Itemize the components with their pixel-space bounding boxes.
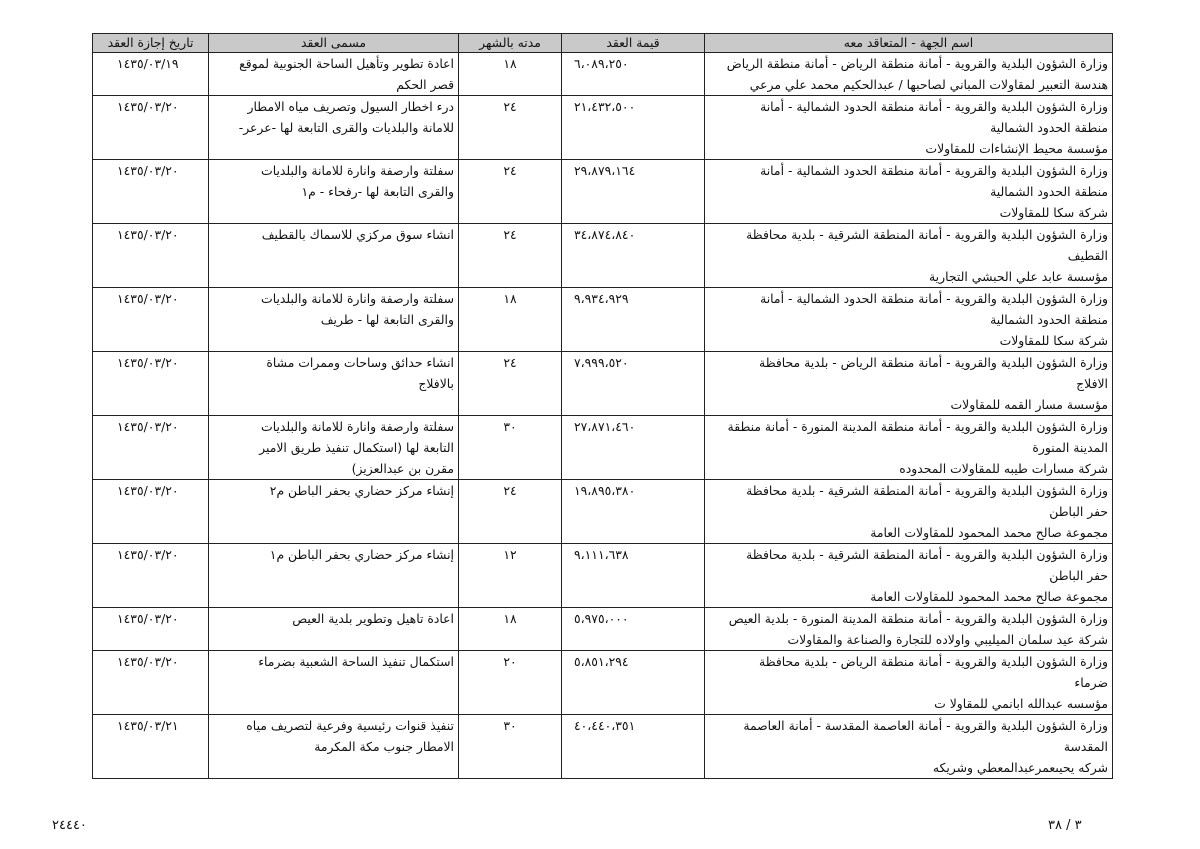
approval-date-cell: ١٤٣٥/٠٣/٢٠ <box>93 544 209 608</box>
entity-cell-line: شركة سكا للمقاولات <box>999 333 1108 348</box>
contract-name-cell-line: اعادة تطوير وتأهيل الساحة الجنوبية لموقع <box>239 56 454 71</box>
contract-name-cell <box>209 96 459 160</box>
table-row <box>93 224 1113 288</box>
approval-date-cell: ١٤٣٥/٠٣/٢٠ <box>93 160 209 224</box>
contract-name-cell-line: والقرى التابعة لها - طريف <box>320 312 454 327</box>
duration-cell: ١٢ <box>459 544 562 608</box>
entity-cell <box>705 544 1113 608</box>
contract-name-cell-line: إنشاء مركز حضاري بحفر الباطن م٢ <box>269 483 454 498</box>
entity-cell-line: منطقة الحدود الشمالية <box>990 120 1108 135</box>
duration-cell: ٣٠ <box>459 416 562 480</box>
entity-cell-line: شركة عيد سلمان الميليبي واولاده للتجارة والصناعة والمقاولات <box>787 632 1108 647</box>
contract-name-cell-line: انشاء حدائق وساحات وممرات مشاة <box>266 355 454 370</box>
contract-name-cell-line: سفلتة وارصفة وانارة للامانة والبلديات <box>261 291 454 306</box>
entity-cell-line: وزارة الشؤون البلدية والقروية - أمانة منطقة الحدود الشمالية - أمانة <box>760 163 1108 178</box>
contract-name-cell-line: قصر الحكم <box>396 77 454 92</box>
entity-cell <box>705 224 1113 288</box>
contract-name-cell-line: مقرن بن عبدالعزيز) <box>351 461 454 476</box>
entity-cell-line: ضرماء <box>1074 675 1108 690</box>
table-row <box>93 53 1113 96</box>
contract-value-cell: ٢٩،٨٧٩،١٦٤ <box>562 160 705 224</box>
entity-cell <box>705 96 1113 160</box>
entity-cell-line: هندسة التعبير لمقاولات المباني لصاحبها / عبدالحكيم محمد علي مرعي <box>749 77 1108 92</box>
contract-name-cell <box>209 224 459 288</box>
entity-cell-line: وزارة الشؤون البلدية والقروية - أمانة منطقة الحدود الشمالية - أمانة <box>760 99 1108 114</box>
contract-value-cell: ٩،١١١،٦٣٨ <box>562 544 705 608</box>
table-row <box>93 715 1113 779</box>
table-row <box>93 544 1113 608</box>
approval-date-cell: ١٤٣٥/٠٣/٢٠ <box>93 352 209 416</box>
entity-cell-line: وزارة الشؤون البلدية والقروية - أمانة المنطقة الشرقية - بلدية محافظة <box>746 547 1108 562</box>
document-number: ٢٤٤٤٠ <box>52 818 87 833</box>
contract-name-cell-line: بالافلاج <box>418 376 454 391</box>
contract-value-cell: ٥،٩٧٥،٠٠٠ <box>562 608 705 651</box>
entity-cell-line: شركة سكا للمقاولات <box>999 205 1108 220</box>
duration-cell: ٣٠ <box>459 715 562 779</box>
contract-value-cell: ٢١،٤٣٢،٥٠٠ <box>562 96 705 160</box>
entity-cell-line: وزارة الشؤون البلدية والقروية - أمانة منطقة الرياض - أمانة منطقة الرياض <box>726 56 1108 71</box>
entity-cell-line: منطقة الحدود الشمالية <box>990 184 1108 199</box>
duration-cell: ٢٤ <box>459 96 562 160</box>
table-row <box>93 352 1113 416</box>
duration-cell: ٢٤ <box>459 160 562 224</box>
table-row <box>93 480 1113 544</box>
header-value: قيمة العقد <box>562 34 705 53</box>
table-row <box>93 608 1113 651</box>
approval-date-cell: ١٤٣٥/٠٣/١٩ <box>93 53 209 96</box>
contract-name-cell-line: التابعة لها (استكمال تنفيذ طريق الامير <box>259 440 454 455</box>
entity-cell-line: مؤسسة محيط الإنشاءات للمقاولات <box>925 141 1108 156</box>
contract-value-cell: ٢٧،٨٧١،٤٦٠ <box>562 416 705 480</box>
entity-cell-line: وزارة الشؤون البلدية والقروية - أمانة العاصمة المقدسة - أمانة العاصمة <box>743 718 1108 733</box>
contract-name-cell-line: سفلتة وارصفة وانارة للامانة والبلديات <box>261 163 454 178</box>
table-body <box>93 53 1113 779</box>
table-row <box>93 96 1113 160</box>
header-date: تاريخ إجازة العقد <box>93 34 209 53</box>
entity-cell <box>705 651 1113 715</box>
contract-name-cell-line: الامطار جنوب مكة المكرمة <box>314 739 454 754</box>
entity-cell <box>705 160 1113 224</box>
contract-value-cell: ٦،٠٨٩،٢٥٠ <box>562 53 705 96</box>
approval-date-cell: ١٤٣٥/٠٣/٢١ <box>93 715 209 779</box>
contract-name-cell-line: للامانة والبلديات والقرى التابعة لها -عرعر- <box>238 120 454 135</box>
contract-value-cell: ٤٠،٤٤٠،٣٥١ <box>562 715 705 779</box>
entity-cell-line: القطيف <box>1067 248 1108 263</box>
entity-cell-line: منطقة الحدود الشمالية <box>990 312 1108 327</box>
contract-name-cell <box>209 160 459 224</box>
entity-cell-line: حفر الباطن <box>1049 504 1108 519</box>
entity-cell-line: وزارة الشؤون البلدية والقروية - أمانة المنطقة الشرقية - بلدية محافظة <box>746 227 1108 242</box>
header-duration: مدته بالشهر <box>459 34 562 53</box>
contract-name-cell <box>209 53 459 96</box>
entity-cell-line: وزارة الشؤون البلدية والقروية - أمانة منطقة الحدود الشمالية - أمانة <box>760 291 1108 306</box>
contract-value-cell: ٣٤،٨٧٤،٨٤٠ <box>562 224 705 288</box>
entity-cell-line: وزارة الشؤون البلدية والقروية - أمانة المنطقة الشرقية - بلدية محافظة <box>746 483 1108 498</box>
entity-cell-line: مؤسسة عابد علي الحبشي التجارية <box>929 269 1108 284</box>
duration-cell: ١٨ <box>459 53 562 96</box>
entity-cell <box>705 53 1113 96</box>
contract-name-cell <box>209 288 459 352</box>
contract-value-cell: ١٩،٨٩٥،٣٨٠ <box>562 480 705 544</box>
contract-name-cell <box>209 480 459 544</box>
approval-date-cell: ١٤٣٥/٠٣/٢٠ <box>93 416 209 480</box>
entity-cell-line: مجموعة صالح محمد المحمود للمقاولات العامة <box>870 525 1108 540</box>
approval-date-cell: ١٤٣٥/٠٣/٢٠ <box>93 480 209 544</box>
entity-cell-line: وزارة الشؤون البلدية والقروية - أمانة منطقة المدينة المنورة - أمانة منطقة <box>727 419 1108 434</box>
header-entity: اسم الجهة - المتعاقد معه <box>705 34 1113 53</box>
entity-cell-line: شركه يحيىعمرعبدالمعطي وشريكه <box>932 760 1108 775</box>
entity-cell-line: مؤسسة مسار القمه للمقاولات <box>950 397 1108 412</box>
duration-cell: ٢٤ <box>459 352 562 416</box>
approval-date-cell: ١٤٣٥/٠٣/٢٠ <box>93 288 209 352</box>
table-row <box>93 651 1113 715</box>
entity-cell <box>705 608 1113 651</box>
entity-cell-line: وزارة الشؤون البلدية والقروية - أمانة منطقة الرياض - بلدية محافظة <box>759 355 1108 370</box>
contract-name-cell-line: استكمال تنفيذ الساحة الشعبية بضرماء <box>258 654 454 669</box>
entity-cell <box>705 715 1113 779</box>
table-header-row <box>93 34 1113 53</box>
contract-value-cell: ٥،٨٥١،٢٩٤ <box>562 651 705 715</box>
entity-cell-line: وزارة الشؤون البلدية والقروية - أمانة منطقة الرياض - بلدية محافظة <box>759 654 1108 669</box>
page-number: ٣ / ٣٨ <box>1048 818 1082 833</box>
table-row <box>93 160 1113 224</box>
contract-name-cell-line: اعادة تاهيل وتطوير بلدية العيص <box>292 611 454 626</box>
contract-name-cell-line: انشاء سوق مركزي للاسماك بالقطيف <box>261 227 454 242</box>
duration-cell: ١٨ <box>459 288 562 352</box>
contract-name-cell <box>209 715 459 779</box>
entity-cell-line: المدينة المنورة <box>1032 440 1108 455</box>
contract-name-cell <box>209 352 459 416</box>
contract-name-cell-line: تنفيذ قنوات رئيسية وفرعية لتصريف مياه <box>246 718 454 733</box>
header-name: مسمى العقد <box>209 34 459 53</box>
approval-date-cell: ١٤٣٥/٠٣/٢٠ <box>93 651 209 715</box>
contract-name-cell <box>209 416 459 480</box>
table-row <box>93 416 1113 480</box>
contracts-table <box>92 33 1113 779</box>
entity-cell-line: مجموعة صالح محمد المحمود للمقاولات العامة <box>870 589 1108 604</box>
approval-date-cell: ١٤٣٥/٠٣/٢٠ <box>93 608 209 651</box>
entity-cell <box>705 288 1113 352</box>
contract-value-cell: ٩،٩٣٤،٩٢٩ <box>562 288 705 352</box>
contract-value-cell: ٧،٩٩٩،٥٢٠ <box>562 352 705 416</box>
contract-name-cell-line: إنشاء مركز حضاري بحفر الباطن م١ <box>269 547 454 562</box>
contract-name-cell-line: سفلتة وارصفة وانارة للامانة والبلديات <box>261 419 454 434</box>
contract-name-cell <box>209 608 459 651</box>
contract-name-cell-line: والقرى التابعة لها -رفحاء - م١ <box>301 184 454 199</box>
contract-name-cell <box>209 651 459 715</box>
approval-date-cell: ١٤٣٥/٠٣/٢٠ <box>93 96 209 160</box>
duration-cell: ١٨ <box>459 608 562 651</box>
duration-cell: ٢٤ <box>459 480 562 544</box>
entity-cell-line: الافلاج <box>1076 376 1108 391</box>
entity-cell-line: حفر الباطن <box>1049 568 1108 583</box>
entity-cell-line: المقدسة <box>1063 739 1108 754</box>
table-row <box>93 288 1113 352</box>
approval-date-cell: ١٤٣٥/٠٣/٢٠ <box>93 224 209 288</box>
entity-cell-line: مؤسسه عبدالله ابانمي للمقاولا ت <box>934 696 1108 711</box>
entity-cell <box>705 480 1113 544</box>
contract-name-cell-line: درء اخطار السيول وتصريف مياه الامطار <box>247 99 454 114</box>
entity-cell <box>705 352 1113 416</box>
duration-cell: ٢٤ <box>459 224 562 288</box>
contract-name-cell <box>209 544 459 608</box>
entity-cell-line: وزارة الشؤون البلدية والقروية - أمانة منطقة المدينة المنورة - بلدية العيص <box>728 611 1108 626</box>
duration-cell: ٢٠ <box>459 651 562 715</box>
entity-cell <box>705 416 1113 480</box>
entity-cell-line: شركة مسارات طيبه للمقاولات المحدوده <box>899 461 1108 476</box>
